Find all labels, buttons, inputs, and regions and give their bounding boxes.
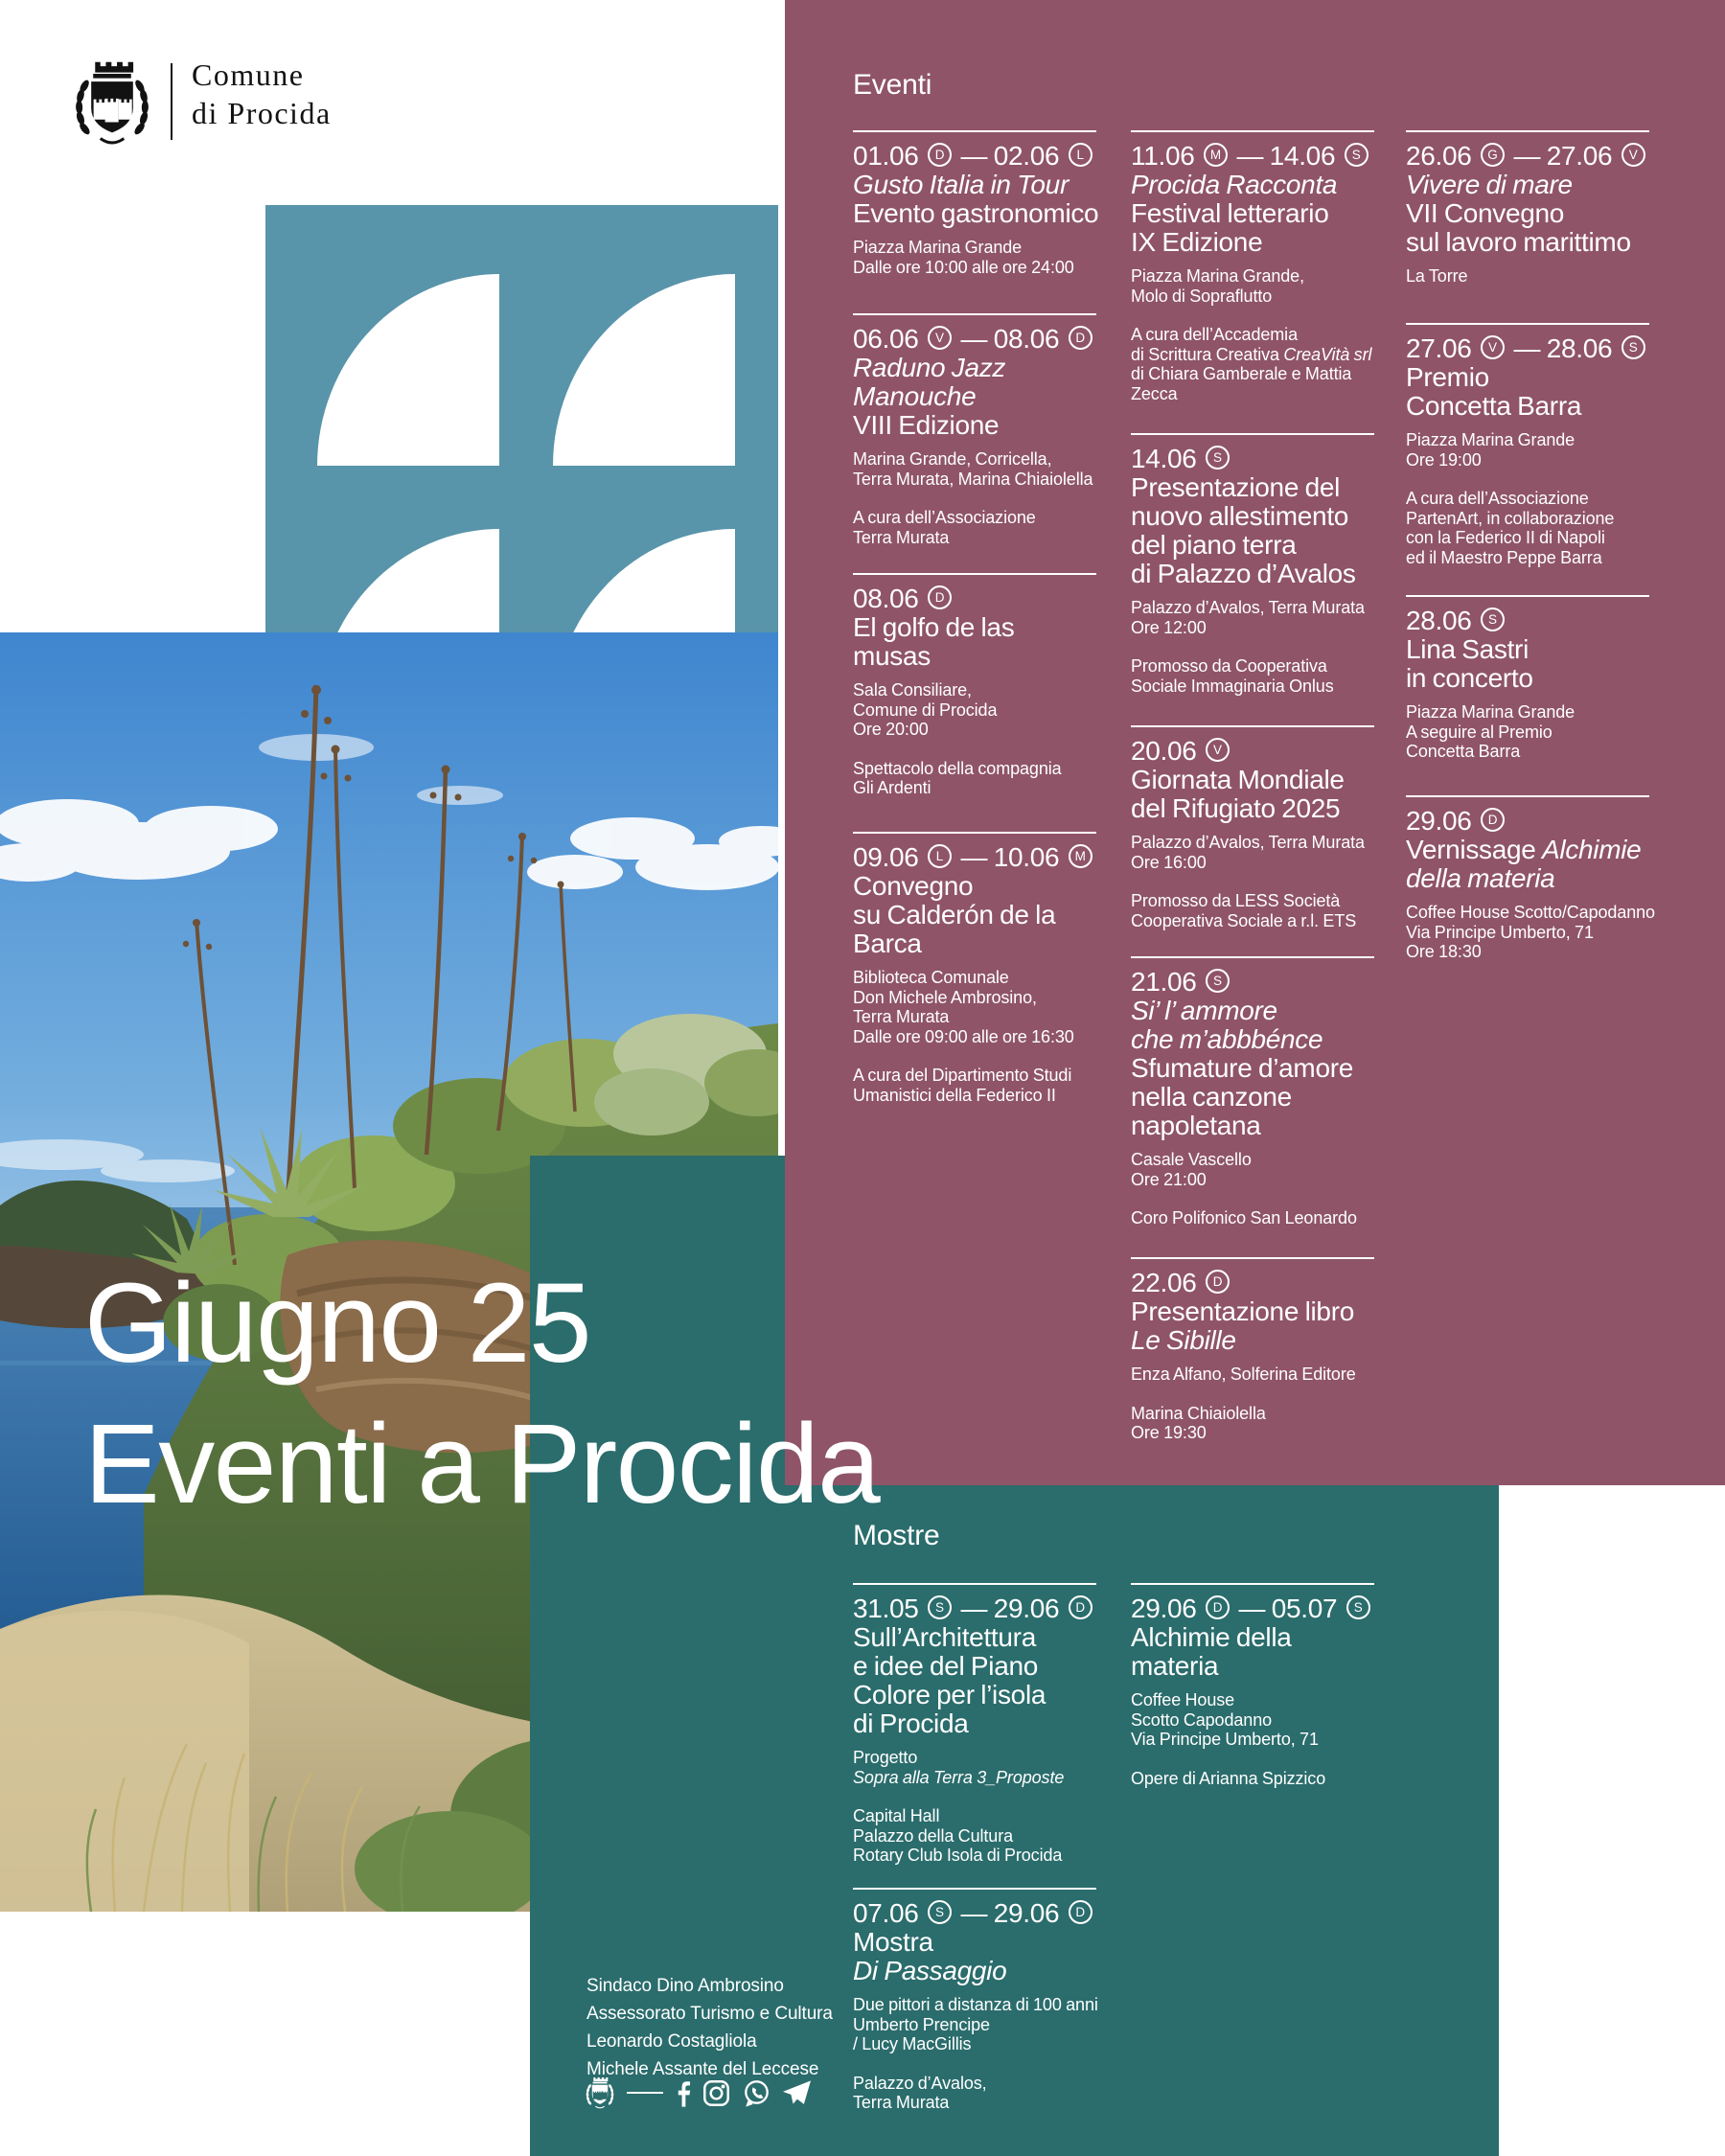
- event-date: 29.06 D: [1406, 807, 1653, 836]
- title-line2: Eventi a Procida: [84, 1401, 880, 1527]
- day-circle-icon: S: [928, 1900, 952, 1924]
- event-detail: Piazza Marina Grande A seguire al Premio Concetta Barra: [1406, 702, 1576, 761]
- event-detail: Piazza Marina Grande Dalle ore 10:00 alle ore 24:00: [853, 238, 1074, 277]
- event-detail: Coffee House Scotto Capodanno Via Principe Umberto, 71: [1131, 1690, 1319, 1749]
- event-block: [853, 1583, 1100, 1866]
- event-detail: A cura dell’Associazione PartenArt, in collaborazione con la Federico II di Napoli ed il Maestro Peppe Barra: [1406, 489, 1615, 567]
- event-detail: Enza Alfano, Solferina Editore: [1131, 1365, 1356, 1384]
- telegram-icon[interactable]: [782, 2079, 812, 2106]
- event-detail: A cura dell’Accademia di Scrittura Creativa CreaVità srl di Chiara Gamberale e Mattia Zecca: [1131, 325, 1372, 403]
- event-detail: Palazzo d’Avalos, Terra Murata Ore 12:00: [1131, 598, 1365, 637]
- event-detail: Marina Chiaiolella Ore 19:30: [1131, 1403, 1266, 1442]
- event-title: El golfo de las musas: [853, 612, 1015, 671]
- divider-dash: [627, 2092, 663, 2094]
- event-date: 28.06 S: [1406, 607, 1653, 635]
- event-title: Giornata Mondiale del Rifugiato 2025: [1131, 765, 1345, 823]
- day-circle-icon: V: [1206, 738, 1230, 762]
- event-date: 20.06 V: [1131, 737, 1378, 766]
- eventi-heading: Eventi: [853, 69, 932, 101]
- social-row: [585, 2076, 812, 2110]
- event-title: Procida Racconta Festival letterario IX Edizione: [1131, 170, 1338, 257]
- event-title: Alchimie della materia: [1131, 1622, 1292, 1681]
- event-detail: Coffee House Scotto/Capodanno Via Principe Umberto, 71 Ore 18:30: [1406, 903, 1655, 961]
- event-title: Premio Concetta Barra: [1406, 362, 1582, 421]
- credit-line: Leonardo Costagliola: [586, 2031, 757, 2052]
- event-title: Vernissage Alchimie della materia: [1406, 835, 1642, 893]
- event-detail: Due pittori a distanza di 100 anni Umberto Prencipe / Lucy MacGillis: [853, 1995, 1098, 2053]
- event-date: 01.06 D — 02.06 L: [853, 142, 1100, 171]
- event-detail: A cura dell’Associazione Terra Murata: [853, 508, 1036, 547]
- divider-rule: [853, 1888, 1096, 1890]
- event-date: 11.06 M — 14.06 S: [1131, 142, 1378, 171]
- credit-line: Michele Assante del Leccese: [586, 2059, 819, 2079]
- day-circle-icon: D: [1206, 1595, 1230, 1619]
- event-block: [853, 1888, 1100, 2113]
- day-circle-icon: V: [1622, 143, 1645, 167]
- day-circle-icon: D: [1069, 1900, 1092, 1924]
- day-circle-icon: V: [1481, 335, 1505, 359]
- event-detail: Promosso da Cooperativa Sociale Immaginaria Onlus: [1131, 656, 1334, 696]
- credit-line: Sindaco Dino Ambrosino: [586, 1976, 784, 1996]
- poster-title: [84, 1253, 879, 1535]
- day-circle-icon: V: [928, 326, 952, 350]
- title-line1: Giugno 25: [84, 1260, 591, 1387]
- day-circle-icon: S: [1345, 143, 1368, 167]
- event-title: Presentazione del nuovo allestimento del piano terra di Palazzo d’Avalos: [1131, 472, 1356, 588]
- event-detail: Marina Grande, Corricella, Terra Murata, Marina Chiaiolella: [853, 449, 1093, 489]
- day-circle-icon: M: [1069, 844, 1092, 868]
- event-title: Sull’Architettura e idee del Piano Colore per l’isola di Procida: [853, 1622, 1046, 1738]
- event-detail: Biblioteca Comunale Don Michele Ambrosino, Terra Murata Dalle ore 09:00 alle ore 16:30: [853, 968, 1074, 1046]
- day-circle-icon: G: [1481, 143, 1505, 167]
- event-date: 29.06 D — 05.07 S: [1131, 1594, 1378, 1623]
- event-detail: Opere di Arianna Spizzico: [1131, 1768, 1326, 1788]
- day-circle-icon: L: [1069, 143, 1092, 167]
- event-date: 06.06 V — 08.06 D: [853, 325, 1100, 354]
- event-title: Lina Sastri in concerto: [1406, 634, 1533, 693]
- event-date: 31.05 S — 29.06 D: [853, 1594, 1100, 1623]
- credit-line: Assessorato Turismo e Cultura: [586, 2004, 833, 2024]
- event-title: Si’ l’ ammore che m’abbbénce Sfumature d’amore nella canzone napoletana: [1131, 996, 1354, 1140]
- event-detail: A cura del Dipartimento Studi Umanistici della Federico II: [853, 1066, 1072, 1105]
- mostre-heading: Mostre: [853, 1520, 940, 1551]
- event-date: 07.06 S — 29.06 D: [853, 1899, 1100, 1928]
- instagram-icon[interactable]: [702, 2079, 730, 2107]
- whatsapp-icon[interactable]: [742, 2078, 770, 2107]
- credits: [586, 1972, 833, 2083]
- day-circle-icon: D: [1206, 1270, 1230, 1294]
- event-detail: Sala Consiliare, Comune di Procida Ore 20:00: [853, 680, 998, 739]
- event-detail: Piazza Marina Grande, Molo di Sopraflutto: [1131, 266, 1304, 306]
- day-circle-icon: M: [1204, 143, 1228, 167]
- day-circle-icon: D: [1069, 326, 1092, 350]
- day-circle-icon: S: [928, 1595, 952, 1619]
- day-circle-icon: D: [1481, 808, 1505, 832]
- event-date: 27.06 V — 28.06 S: [1406, 334, 1653, 363]
- event-detail: Capital Hall Palazzo della Cultura Rotary Club Isola di Procida: [853, 1806, 1063, 1865]
- facebook-icon[interactable]: [675, 2078, 691, 2108]
- event-detail: Casale Vascello Ore 21:00: [1131, 1150, 1252, 1189]
- event-detail: Promosso da LESS Società Cooperativa Sociale a r.l. ETS: [1131, 891, 1357, 930]
- event-detail: Palazzo d’Avalos, Terra Murata: [853, 2073, 987, 2112]
- event-block: [1131, 1583, 1378, 1788]
- event-date: 22.06 D: [1131, 1269, 1378, 1297]
- day-circle-icon: L: [928, 844, 952, 868]
- day-circle-icon: D: [1069, 1595, 1092, 1619]
- event-detail: Spettacolo della compagnia Gli Ardenti: [853, 758, 1062, 797]
- event-detail: Progetto Sopra alla Terra 3_Proposte: [853, 1748, 1065, 1787]
- event-title: Presentazione libro Le Sibille: [1131, 1296, 1354, 1355]
- day-circle-icon: S: [1481, 608, 1505, 631]
- divider-rule: [853, 1583, 1096, 1585]
- day-circle-icon: S: [1206, 969, 1230, 993]
- day-circle-icon: D: [928, 143, 952, 167]
- day-circle-icon: S: [1206, 446, 1230, 470]
- event-detail: Piazza Marina Grande Ore 19:00: [1406, 430, 1576, 470]
- event-title: Mostra Di Passaggio: [853, 1927, 1007, 1985]
- day-circle-icon: S: [1346, 1595, 1370, 1619]
- event-title: Convegno su Calderón de la Barca: [853, 871, 1056, 958]
- event-column: [1131, 0, 1378, 2156]
- event-date: 14.06 S: [1131, 445, 1378, 473]
- event-date: 26.06 G — 27.06 V: [1406, 142, 1653, 171]
- logo-line1: Comune: [192, 57, 305, 92]
- event-column: [853, 0, 1100, 2156]
- day-circle-icon: D: [928, 585, 952, 609]
- event-date: 09.06 L — 10.06 M: [853, 843, 1100, 872]
- event-detail: Coro Polifonico San Leonardo: [1131, 1208, 1357, 1227]
- event-title: Raduno Jazz Manouche VIII Edizione: [853, 353, 1006, 440]
- event-title: Gusto Italia in Tour Evento gastronomico: [853, 170, 1099, 228]
- event-detail: La Torre: [1406, 266, 1468, 286]
- event-detail: Palazzo d’Avalos, Terra Murata Ore 16:00: [1131, 833, 1365, 872]
- event-date: 21.06 S: [1131, 968, 1378, 997]
- event-date: 08.06 D: [853, 585, 1100, 613]
- divider-rule: [1131, 1583, 1374, 1585]
- day-circle-icon: S: [1622, 335, 1645, 359]
- event-title: Vivere di mare VII Convegno sul lavoro marittimo: [1406, 170, 1631, 257]
- logo-line2: di Procida: [192, 96, 332, 130]
- comune-crest-icon[interactable]: [585, 2076, 615, 2109]
